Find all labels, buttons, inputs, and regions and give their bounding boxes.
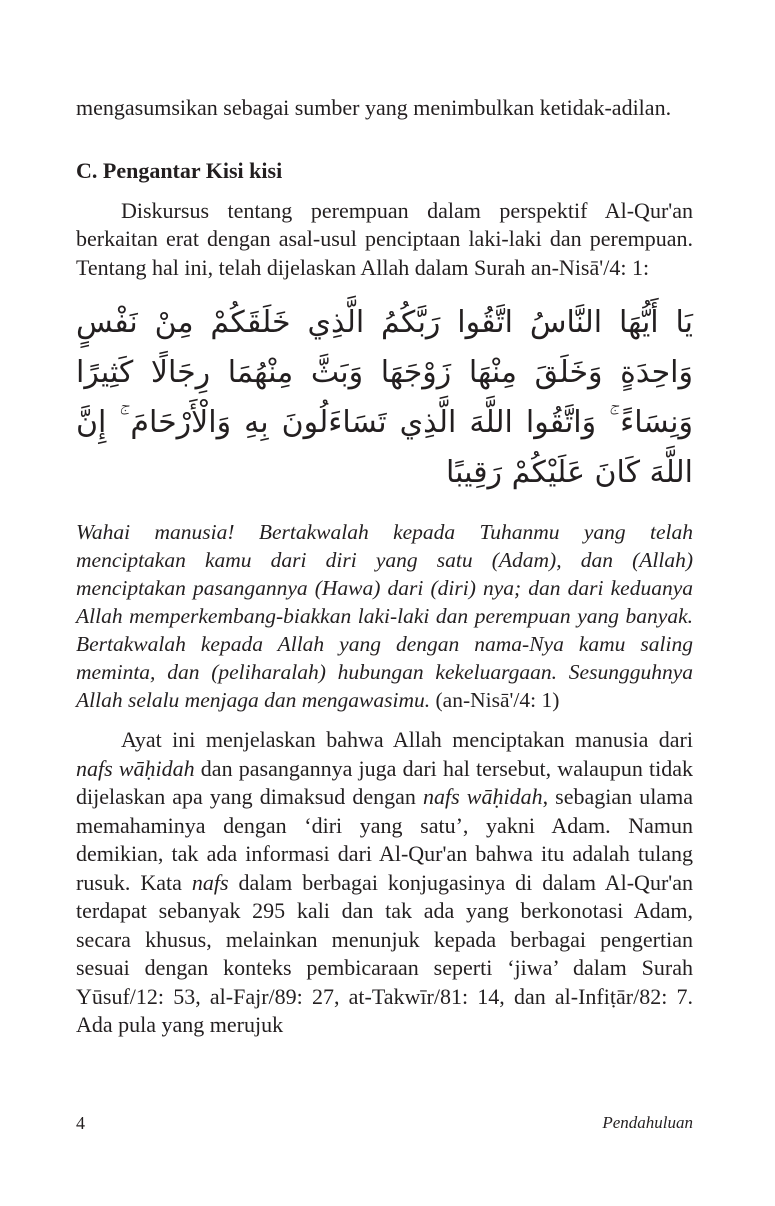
term-nafs: nafs bbox=[191, 869, 229, 895]
page-number: 4 bbox=[76, 1113, 85, 1133]
body-text-4: dalam berbagai konjugasinya di dalam Al-Qur'an terdapat sebanyak 295 kali dan tak ada yang berkonotasi Adam, secara khusus, melainkan menunjuk kepada berbagai pengertian sesuai dengan konteks pembicaraan seperti ‘jiwa’ dalam Surah Yūsuf/12: 53, al-Fajr/89: 27, at-Takwīr/81: 14, dan al-Infiṭār/82: 7. Ada pula yang merujuk bbox=[76, 869, 693, 1037]
body-text-1: Ayat ini menjelaskan bahwa Allah menciptakan manusia dari bbox=[121, 727, 693, 752]
continued-paragraph: mengasumsikan sebagai sumber yang menimbulkan ketidak-adilan. bbox=[76, 95, 672, 120]
body-paragraph bbox=[76, 726, 693, 1040]
translation-text: Wahai manusia! Bertakwalah kepada Tuhanmu yang telah menciptakan kamu dari diri yang satu (Adam), dan (Allah) menciptakan pasangannya (Hawa) dari (diri) nya; dan dari keduanya Allah memperkembang-biakkan laki-laki dan perempuan yang banyak. Bertakwalah kepada Allah yang dengan nama-Nya kamu saling meminta, dan (peliharalah) hubungan kekeluargaan. Sesungguhnya Allah selalu menjaga dan mengawasimu. bbox=[76, 520, 693, 712]
term-nafs-wahidah-2: nafs wāḥidah bbox=[423, 784, 543, 809]
running-head: Pendahuluan bbox=[602, 1113, 693, 1132]
body-text-3: , sebagian ulama memahaminya dengan ‘diri yang satu’, yakni Adam. Namun demikian, tak ada informasi dari Al-Qur'an bahwa itu adalah tulang rusuk. Kata bbox=[76, 784, 693, 895]
translation-reference: (an-Nisā'/4: 1) bbox=[435, 688, 560, 712]
intro-paragraph: Diskursus tentang perempuan dalam perspektif Al-Qur'an berkaitan erat dengan asal-usul penciptaan laki-laki dan perempuan. Tentang hal ini, telah dijelaskan Allah dalam Surah an-Nisā'/4: 1: bbox=[76, 197, 693, 280]
arabic-verse: يَا أَيُّهَا النَّاسُ اتَّقُوا رَبَّكُمُ الَّذِي خَلَقَكُمْ مِنْ نَفْسٍ وَاحِدَةٍ وَخَلَقَ مِنْهَا زَوْجَهَا وَبَثَّ مِنْهُمَا رِجَالًا كَثِيرًا وَنِسَاءً ۚ وَاتَّقُوا اللَّهَ الَّذِي تَسَاءَلُونَ بِهِ وَالْأَرْحَامَ ۚ إِنَّ اللَّهَ كَانَ عَلَيْكُمْ رَقِيبًا bbox=[76, 305, 693, 490]
term-nafs-wahidah: nafs wāḥidah bbox=[76, 755, 195, 781]
section-heading: C. Pengantar Kisi kisi bbox=[76, 157, 283, 183]
body-text-2: dan pasangannya juga dari hal tersebut, walaupun tidak dijelaskan apa yang dimaksud dengan bbox=[76, 755, 693, 809]
verse-translation bbox=[76, 518, 693, 714]
page-content bbox=[76, 94, 693, 1040]
page-footer bbox=[76, 1113, 693, 1139]
